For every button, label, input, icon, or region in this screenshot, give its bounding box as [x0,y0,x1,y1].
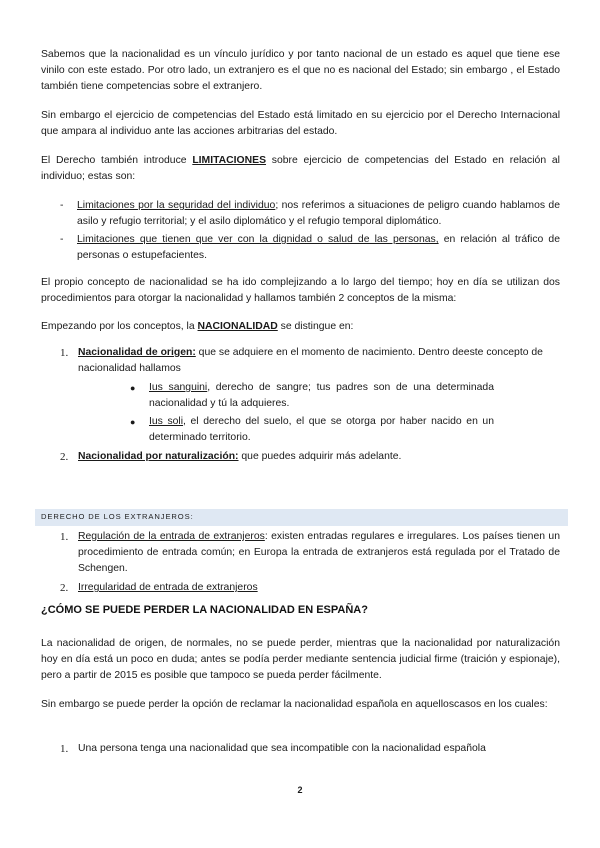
origin-subtype-text: , el derecho del suelo, el que se otorga por haber nacido en un determinado territorio. [149,416,494,443]
foreigner-item-text: : existen entradas regulares e irregulares. Los países tienen un procedimiento de entrada común; en Europa la entrada de extranjeros está regulada por el Tratado de Schengen. [78,531,560,574]
heading-nationality-loss: ¿CÓMO SE PUEDE PERDER LA NACIONALIDAD EN ESPAÑA? [41,604,368,616]
section-header-bar [35,509,568,526]
paragraph-limitations-intro [41,153,560,185]
bullet-icon: ● [130,383,136,393]
limitation-title: Limitaciones que tienen que ver con la dignidad o salud de las personas, [77,234,439,245]
paragraph-international-law: Sin embargo el ejercicio de competencias del Estado está limitado en su ejercicio por el Derecho Internacional que ampara al individuo ante las acciones arbitrarias del estado. [41,110,560,137]
types-intro-rest: se distingue en: [277,321,354,332]
list-number: 1. [60,531,69,543]
list-number: 1. [60,347,69,359]
foreigner-item-title: Irregularidad de entrada de extranjeros [78,582,258,593]
limitations-keyword: LIMITACIONES [192,155,267,166]
list-number: 2. [60,582,69,594]
origin-subtype-title: Ius soli [149,416,184,427]
origin-subtype-text: , derecho de sangre; tus padres son de una determinada nacionalidad y tú la adquieres. [149,382,494,409]
limitation-title: Limitaciones por la seguridad del individuo [77,200,276,211]
paragraph-nationality-types-intro [41,319,560,335]
list-marker: - [60,200,64,211]
foreigner-item [78,580,560,596]
types-intro-text: Empezando por los conceptos, la [41,321,198,332]
paragraph-nationality-concept: El propio concepto de nacionalidad se ha ido complejizando a lo largo del tiempo; hoy en día se utilizan dos procedimientos para otorgar la nacionalidad y hallamos también 2 conceptos de la misma: [41,277,560,304]
paragraph-nationality-definition: Sabemos que la nacionalidad es un vínculo jurídico y por tanto nacional de un estado es aquel que tiene ese vinilo con este estado. Por otro lado, un extranjero es el que no es nacional del Estado; sin embargo , el Estado también tiene competencias sobre el extranjero. [41,49,560,92]
origin-subtype-item [149,380,494,412]
limitations-intro-text: El Derecho también introduce [41,155,193,166]
nationality-keyword: NACIONALIDAD [197,321,278,332]
limitation-item [77,232,560,264]
limitations-intro-rest: sobre ejercicio de competencias del Estado en relación al individuo; estas son: [41,155,560,182]
paragraph-nationality-loss: La nacionalidad de origen, de normales, no se puede perder, mientras que la nacionalidad por naturalización hoy en día está un poco en duda; antes se podía perder mediante sentencia judicial firme (traición y espionaje), pero a partir de 2015 es posible que tampoco se pueda perder fácilmente. [41,638,560,681]
nationality-type-text: que se adquiere en el momento de nacimiento. Dentro deeste concepto de nacionalidad hallamos [78,347,543,374]
nationality-type-item [78,449,560,465]
nationality-type-title: Nacionalidad por naturalización: [78,451,239,462]
limitation-text: en relación al tráfico de personas o estupefacientes. [77,234,560,261]
bullet-icon: ● [130,417,136,427]
list-number: 2. [60,451,69,463]
nationality-type-text: que puedes adquirir más adelante. [238,451,402,462]
foreigner-item [78,529,560,577]
page-number: 2 [297,785,303,795]
limitation-item [77,198,560,230]
foreigner-item-title: Regulación de la entrada de extranjeros [78,531,265,542]
section-title: DERECHO DE LOS EXTRANJEROS: [41,512,194,521]
paragraph-loss-option: Sin embargo se puede perder la opción de reclamar la nacionalidad española en aquelloscasos en los cuales: [41,699,548,710]
nationality-type-item [78,345,560,377]
limitation-text: ; nos referimos a situaciones de peligro cuando hablamos de asilo y refugio territorial; y el asilo diplomático y el refugio temporal diplomático. [77,200,560,227]
list-marker: - [60,234,64,245]
origin-subtype-title: Ius sanguini [149,382,208,393]
nationality-type-title: Nacionalidad de origen: [78,347,196,358]
list-number: 1. [60,743,69,755]
origin-subtype-item [149,414,494,446]
loss-item: Una persona tenga una nacionalidad que sea incompatible con la nacionalidad española [78,743,486,754]
